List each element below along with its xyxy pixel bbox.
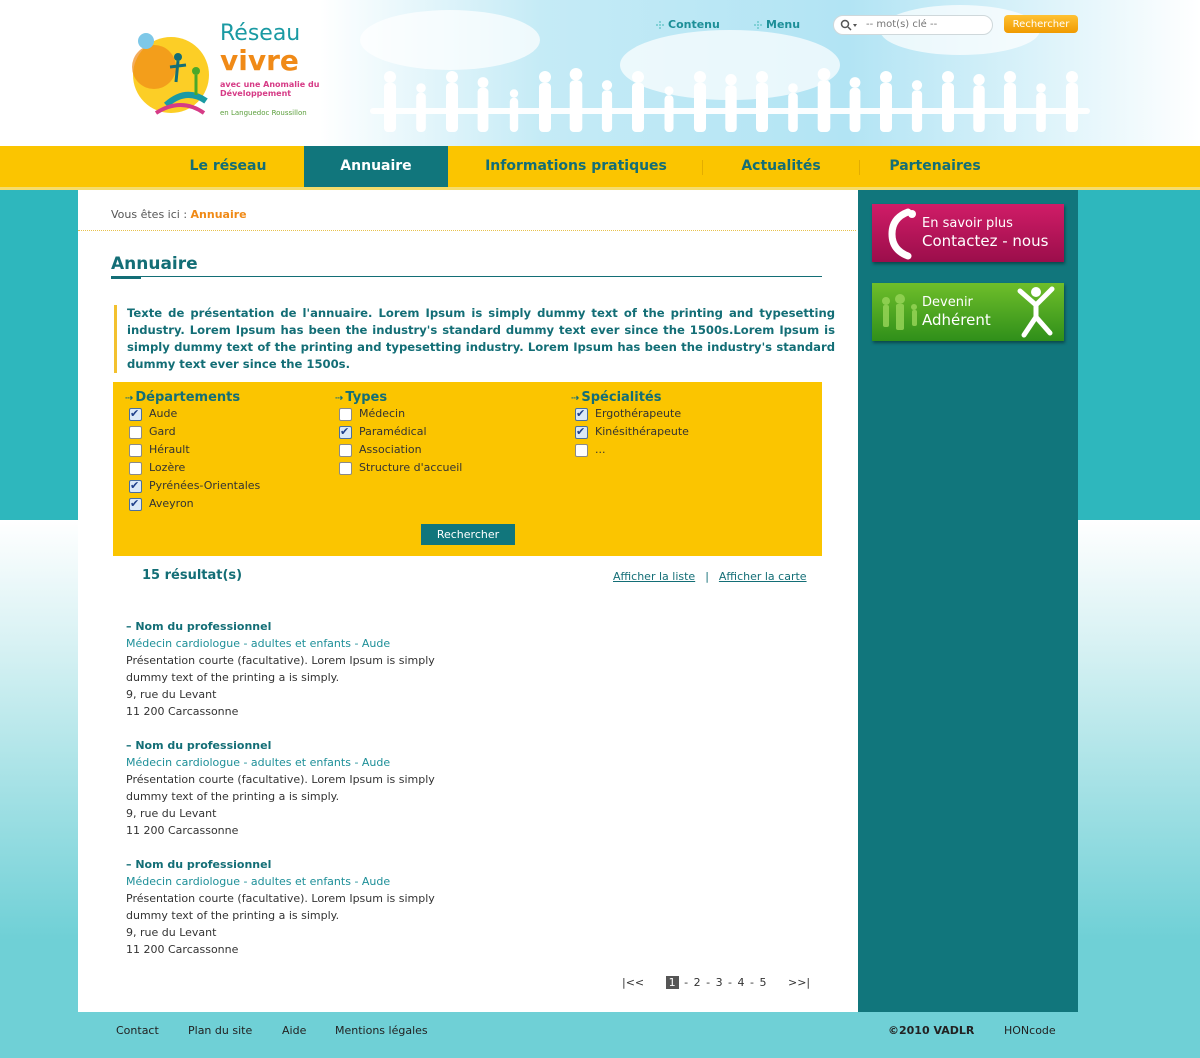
checkbox[interactable] <box>129 426 142 439</box>
pager-page[interactable]: 2 <box>693 976 701 989</box>
search-box <box>833 15 993 35</box>
option-label: Lozère <box>149 461 186 474</box>
professional-street: 9, rue du Levant <box>126 688 217 701</box>
arrow-right-icon: ⇢ <box>571 393 580 404</box>
results-count: 15 résultat(s) <box>142 568 243 583</box>
list-item <box>126 737 486 839</box>
filter-heading-specialites <box>571 390 689 405</box>
menu-label: Menu <box>766 18 801 31</box>
filter-heading-departements <box>125 390 260 405</box>
show-map-link[interactable]: Afficher la carte <box>718 570 807 583</box>
option-label: Structure d'accueil <box>359 461 463 474</box>
checkbox[interactable] <box>575 408 588 421</box>
jumping-person-icon <box>1012 283 1058 341</box>
filter-option-more[interactable] <box>571 441 689 459</box>
filter-option-herault[interactable] <box>125 441 260 459</box>
option-label: Gard <box>149 425 176 438</box>
checkbox[interactable] <box>575 426 588 439</box>
filter-heading-label: Spécialités <box>581 390 662 405</box>
filter-option-lozere[interactable] <box>125 459 260 477</box>
show-list-link[interactable]: Afficher la liste <box>613 570 696 583</box>
nav-le-reseau[interactable]: Le réseau <box>189 158 267 174</box>
professional-description: Présentation courte (facultative). Lorem Ipsum is simply <box>126 773 435 786</box>
filter-search-button[interactable]: Rechercher <box>421 524 515 545</box>
filter-option-kinesitherapeute[interactable] <box>571 423 689 441</box>
footer <box>78 1012 1078 1058</box>
checkbox[interactable] <box>575 444 588 457</box>
option-label: Pyrénées-Orientales <box>149 479 261 492</box>
option-label: Médecin <box>359 407 406 420</box>
logo-region: en Languedoc Roussillon <box>220 109 307 117</box>
main-content <box>78 190 858 1012</box>
list-item <box>126 856 486 958</box>
professional-description: dummy text of the printing a is simply. <box>126 909 340 922</box>
logo-vivre: vivre <box>220 44 299 77</box>
pagination: |<< 1 - 2 - 3 - 4 - 5 >>| <box>622 976 811 989</box>
professional-description: Présentation courte (facultative). Lorem Ipsum is simply <box>126 654 435 667</box>
filter-heading-label: Départements <box>135 390 241 405</box>
main-navigation <box>0 146 1200 190</box>
checkbox[interactable] <box>129 408 142 421</box>
pager-page[interactable]: 4 <box>737 976 745 989</box>
contenu-label: Contenu <box>668 18 720 31</box>
filter-specialites <box>571 390 689 459</box>
title-underline <box>111 276 822 277</box>
filter-option-association[interactable] <box>335 441 462 459</box>
footer-link-aide[interactable]: Aide <box>282 1024 307 1037</box>
divider <box>78 230 856 231</box>
page-title: Annuaire <box>111 254 198 274</box>
professional-name[interactable]: – Nom du professionnel <box>126 858 272 871</box>
menu-link[interactable] <box>754 18 800 31</box>
checkbox[interactable] <box>339 444 352 457</box>
checkbox[interactable] <box>129 444 142 457</box>
professional-description: dummy text of the printing a is simply. <box>126 671 340 684</box>
pager-last[interactable]: >>| <box>787 976 811 989</box>
pager-page[interactable]: 3 <box>715 976 723 989</box>
checkbox[interactable] <box>339 426 352 439</box>
option-label: Hérault <box>149 443 190 456</box>
filter-heading-types <box>335 390 462 405</box>
professional-specialty: Médecin cardiologue - adultes et enfants - Aude <box>126 875 391 888</box>
nav-annuaire[interactable]: Annuaire <box>304 146 448 187</box>
filter-panel <box>113 382 822 556</box>
option-label: Kinésithérapeute <box>595 425 689 438</box>
contact-line1: En savoir plus <box>922 216 1013 231</box>
footer-link-plan-du-site[interactable]: Plan du site <box>188 1024 253 1037</box>
filter-departements <box>125 390 260 513</box>
dotted-square-icon <box>754 21 762 29</box>
footer-link-mentions-legales[interactable]: Mentions légales <box>335 1024 428 1037</box>
professional-street: 9, rue du Levant <box>126 807 217 820</box>
intro-text: Texte de présentation de l'annuaire. Lorem Ipsum is simply dummy text of the printing and typesetting industry. Lorem Ipsum has been the industry's standard dummy text ever since the 1500s.Lorem Ipsum is simply dummy text of the printing and typesetting industry. Lorem Ipsum has been the industry's standard dummy text ever since the 1500s. <box>114 305 835 373</box>
professional-specialty: Médecin cardiologue - adultes et enfants - Aude <box>126 756 391 769</box>
filter-option-aude[interactable] <box>125 405 260 423</box>
search-icon[interactable] <box>840 19 858 31</box>
filter-heading-label: Types <box>345 390 388 405</box>
option-label: Association <box>359 443 422 456</box>
view-separator: | <box>705 570 709 583</box>
option-label: Aveyron <box>149 497 194 510</box>
logo-subtitle: avec une Anomalie du Développement <box>220 80 320 98</box>
list-item <box>126 618 486 720</box>
checkbox[interactable] <box>129 462 142 475</box>
filter-option-gard[interactable] <box>125 423 260 441</box>
professional-name[interactable]: – Nom du professionnel <box>126 620 272 633</box>
option-label: Aude <box>149 407 178 420</box>
filter-option-medecin[interactable] <box>335 405 462 423</box>
adherent-banner[interactable] <box>872 283 1064 341</box>
professional-description: Présentation courte (facultative). Lorem Ipsum is simply <box>126 892 435 905</box>
contact-banner[interactable] <box>872 204 1064 262</box>
footer-link-contact[interactable]: Contact <box>116 1024 159 1037</box>
dancer-icon <box>878 204 924 262</box>
arrow-right-icon: ⇢ <box>125 393 134 404</box>
option-label: ... <box>595 443 606 456</box>
pager-page-current[interactable]: 1 <box>666 976 679 989</box>
professional-city: 11 200 Carcassonne <box>126 824 239 837</box>
view-toggle <box>613 570 807 583</box>
nav-actualites[interactable]: Actualités <box>741 158 821 174</box>
arrow-right-icon: ⇢ <box>335 393 344 404</box>
nav-partenaires[interactable]: Partenaires <box>889 158 981 174</box>
dotted-square-icon <box>656 21 664 29</box>
breadcrumb-prefix: Vous êtes ici : <box>111 208 188 221</box>
filter-option-aveyron[interactable] <box>125 495 260 513</box>
professional-city: 11 200 Carcassonne <box>126 705 239 718</box>
logo-title: Réseau <box>220 21 301 46</box>
filter-option-paramedical[interactable] <box>335 423 462 441</box>
search-input[interactable] <box>864 18 988 31</box>
sidebar <box>858 190 1078 1012</box>
contact-line2: Contactez - nous <box>922 232 1049 250</box>
breadcrumb-current[interactable]: Annuaire <box>190 208 247 221</box>
option-label: Paramédical <box>359 425 427 438</box>
header-search-button[interactable]: Rechercher <box>1004 15 1078 33</box>
filter-types <box>335 390 462 477</box>
professional-specialty: Médecin cardiologue - adultes et enfants - Aude <box>126 637 391 650</box>
adherent-line1: Devenir <box>922 295 973 310</box>
checkbox[interactable] <box>129 498 142 511</box>
footer-copyright: ©2010 VADLR <box>888 1024 975 1037</box>
logo-figures-icon <box>126 27 216 122</box>
title-underline-accent <box>111 277 141 279</box>
adherent-line2: Adhérent <box>922 311 991 329</box>
checkbox[interactable] <box>339 462 352 475</box>
professional-city: 11 200 Carcassonne <box>126 943 239 956</box>
filter-option-pyrenees-orientales[interactable] <box>125 477 260 495</box>
nav-informations-pratiques[interactable]: Informations pratiques <box>485 158 667 174</box>
filter-option-structure-accueil[interactable] <box>335 459 462 477</box>
site-logo[interactable] <box>126 22 326 122</box>
checkbox[interactable] <box>129 480 142 493</box>
professional-description: dummy text of the printing a is simply. <box>126 790 340 803</box>
checkbox[interactable] <box>339 408 352 421</box>
option-label: Ergothérapeute <box>595 407 682 420</box>
professional-street: 9, rue du Levant <box>126 926 217 939</box>
breadcrumb <box>111 208 247 221</box>
pager-first[interactable]: |<< <box>622 976 645 989</box>
professional-name[interactable]: – Nom du professionnel <box>126 739 272 752</box>
filter-option-ergotherapeute[interactable] <box>571 405 689 423</box>
pager-page[interactable]: 5 <box>759 976 767 989</box>
contenu-link[interactable] <box>656 18 720 31</box>
footer-link-honcode[interactable]: HONcode <box>1004 1024 1056 1037</box>
